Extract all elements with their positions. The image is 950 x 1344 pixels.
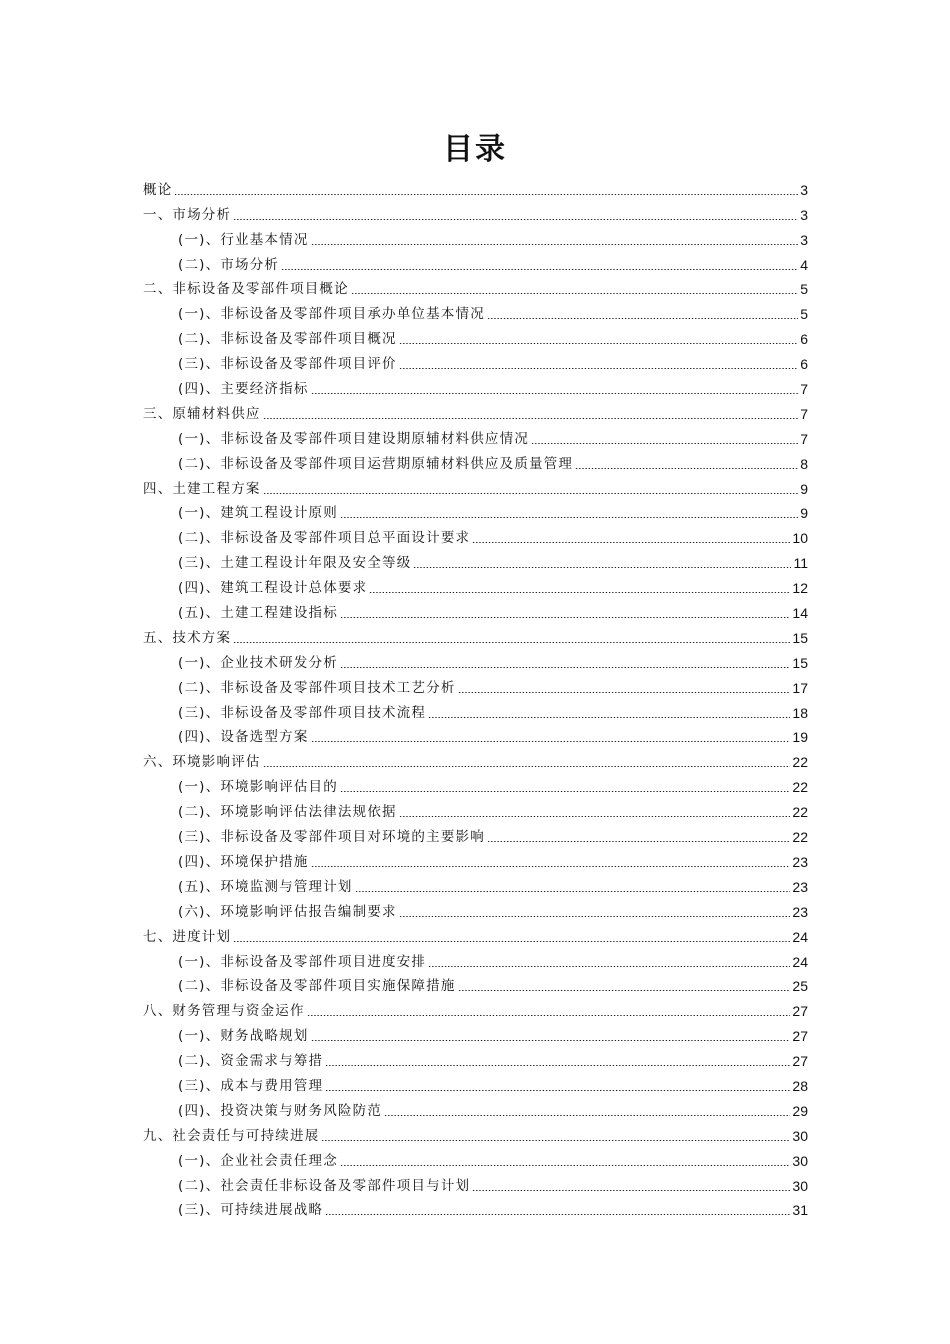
toc-entry-page-number: 27	[792, 1028, 808, 1045]
dot-leader	[369, 592, 790, 593]
toc-entry[interactable]	[143, 822, 808, 847]
toc-entry-page-number: 7	[800, 381, 808, 398]
toc-entry-page-number: 4	[800, 256, 808, 273]
toc-entry-text: (二)、非标设备及零部件项目运营期原辅材料供应及质量管理	[178, 455, 574, 472]
toc-entry-text: (一)、非标设备及零部件项目进度安排	[178, 953, 427, 970]
toc-entry[interactable]	[143, 1096, 808, 1121]
dot-leader	[325, 1214, 790, 1215]
dot-leader	[311, 741, 791, 742]
toc-entry-page-number: 30	[792, 1127, 808, 1144]
toc-list	[143, 175, 808, 1220]
toc-entry[interactable]	[143, 299, 808, 324]
toc-entry-text: (四)、设备选型方案	[178, 729, 309, 746]
toc-entry-page-number: 27	[792, 1053, 808, 1070]
toc-entry[interactable]	[143, 972, 808, 997]
toc-entry-page-number: 3	[800, 231, 808, 248]
toc-entry-text: 一、市场分析	[143, 206, 232, 223]
toc-entry-text: (三)、成本与费用管理	[178, 1077, 324, 1094]
toc-entry-text: (一)、非标设备及零部件项目承办单位基本情况	[178, 306, 485, 323]
dot-leader	[307, 1015, 791, 1016]
dot-leader	[263, 766, 791, 767]
toc-entry[interactable]	[143, 598, 808, 623]
dot-leader	[311, 244, 799, 245]
toc-entry[interactable]	[143, 847, 808, 872]
toc-entry-text: (二)、环境影响评估法律法规依据	[178, 804, 397, 821]
toc-entry-page-number: 28	[792, 1077, 808, 1094]
toc-entry-text: (二)、非标设备及零部件项目实施保障措施	[178, 978, 456, 995]
dot-leader	[340, 1165, 790, 1166]
toc-entry[interactable]	[143, 374, 808, 399]
toc-entry-text: (一)、非标设备及零部件项目建设期原辅材料供应情况	[178, 430, 530, 447]
toc-entry-page-number: 22	[792, 804, 808, 821]
toc-entry[interactable]	[143, 1196, 808, 1221]
toc-entry-text: (四)、主要经济指标	[178, 381, 309, 398]
dot-leader	[472, 542, 790, 543]
toc-entry[interactable]	[143, 250, 808, 275]
toc-entry-text: (一)、企业社会责任理念	[178, 1152, 338, 1169]
dot-leader	[458, 990, 791, 991]
toc-entry[interactable]	[143, 1146, 808, 1171]
toc-entry[interactable]	[143, 324, 808, 349]
dot-leader	[311, 1040, 791, 1041]
toc-entry-page-number: 5	[800, 281, 808, 298]
toc-entry-page-number: 12	[792, 580, 808, 597]
toc-entry-text: 七、进度计划	[143, 928, 232, 945]
toc-entry-text: 概论	[143, 181, 173, 198]
toc-entry-text: (六)、环境影响评估报告编制要求	[178, 903, 397, 920]
dot-leader	[281, 269, 798, 270]
toc-entry-text: (二)、非标设备及零部件项目总平面设计要求	[178, 530, 471, 547]
toc-entry-text: (二)、非标设备及零部件项目概况	[178, 331, 397, 348]
toc-entry-page-number: 8	[800, 455, 808, 472]
toc-entry-page-number: 6	[800, 356, 808, 373]
toc-entry-page-number: 9	[800, 505, 808, 522]
toc-entry-text: 六、环境影响评估	[143, 754, 261, 771]
toc-entry-page-number: 24	[792, 953, 808, 970]
dot-leader	[487, 841, 790, 842]
toc-entry-text: 三、原辅材料供应	[143, 405, 261, 422]
toc-title: 目录	[443, 132, 507, 167]
dot-leader	[311, 866, 791, 867]
dot-leader	[355, 891, 791, 892]
dot-leader	[340, 617, 790, 618]
toc-entry-page-number: 10	[792, 530, 808, 547]
toc-entry-text: (二)、资金需求与筹措	[178, 1053, 324, 1070]
toc-entry-text: (三)、非标设备及零部件项目评价	[178, 356, 397, 373]
dot-leader	[351, 293, 798, 294]
dot-leader	[399, 916, 791, 917]
toc-entry[interactable]	[143, 897, 808, 922]
toc-entry[interactable]	[143, 175, 808, 200]
toc-entry[interactable]	[143, 449, 808, 474]
toc-entry-text: (一)、企业技术研发分析	[178, 654, 338, 671]
dot-leader	[340, 667, 790, 668]
toc-entry[interactable]	[143, 1171, 808, 1196]
toc-entry-page-number: 3	[800, 181, 808, 198]
toc-entry-page-number: 22	[792, 754, 808, 771]
dot-leader	[233, 219, 798, 220]
toc-entry[interactable]	[143, 548, 808, 573]
toc-entry-page-number: 27	[792, 1003, 808, 1020]
toc-entry-text: (二)、社会责任非标设备及零部件项目与计划	[178, 1177, 471, 1194]
toc-entry-page-number: 7	[800, 430, 808, 447]
toc-entry-text: (二)、非标设备及零部件项目技术工艺分析	[178, 679, 456, 696]
toc-entry[interactable]	[143, 225, 808, 250]
toc-entry-page-number: 25	[792, 978, 808, 995]
toc-entry-page-number: 22	[792, 829, 808, 846]
toc-entry-page-number: 7	[800, 405, 808, 422]
toc-entry-text: (三)、非标设备及零部件项目对环境的主要影响	[178, 829, 485, 846]
toc-entry[interactable]	[143, 996, 808, 1021]
toc-entry-page-number: 3	[800, 206, 808, 223]
toc-entry[interactable]	[143, 922, 808, 947]
dot-leader	[384, 1115, 790, 1116]
toc-entry[interactable]	[143, 747, 808, 772]
dot-leader	[575, 468, 798, 469]
dot-leader	[413, 567, 791, 568]
toc-entry-page-number: 15	[792, 654, 808, 671]
toc-entry[interactable]	[143, 349, 808, 374]
toc-entry[interactable]	[143, 424, 808, 449]
toc-entry[interactable]	[143, 872, 808, 897]
dot-leader	[399, 343, 798, 344]
dot-leader	[174, 194, 798, 195]
toc-entry-text: (四)、环境保护措施	[178, 853, 309, 870]
toc-entry-text: (三)、土建工程设计年限及安全等级	[178, 555, 412, 572]
toc-entry-page-number: 9	[800, 480, 808, 497]
dot-leader	[487, 318, 798, 319]
toc-entry[interactable]	[143, 723, 808, 748]
toc-entry-text: (四)、投资决策与财务风险防范	[178, 1102, 383, 1119]
toc-entry-page-number: 24	[792, 928, 808, 945]
toc-entry-text: 九、社会责任与可持续进展	[143, 1127, 320, 1144]
toc-entry[interactable]	[143, 523, 808, 548]
dot-leader	[472, 1190, 790, 1191]
toc-entry-text: 五、技术方案	[143, 629, 232, 646]
dot-leader	[458, 692, 791, 693]
toc-entry-page-number: 23	[792, 903, 808, 920]
dot-leader	[428, 717, 790, 718]
toc-entry-text: (一)、行业基本情况	[178, 231, 309, 248]
dot-leader	[399, 816, 791, 817]
toc-entry-page-number: 15	[792, 629, 808, 646]
toc-entry-text: 二、非标设备及零部件项目概论	[143, 281, 349, 298]
toc-entry[interactable]	[143, 1021, 808, 1046]
toc-entry[interactable]	[143, 673, 808, 698]
toc-entry-text: (五)、环境监测与管理计划	[178, 878, 353, 895]
toc-entry[interactable]	[143, 275, 808, 300]
toc-entry-page-number: 17	[792, 679, 808, 696]
toc-entry[interactable]	[143, 947, 808, 972]
dot-leader	[399, 368, 798, 369]
toc-entry-text: 八、财务管理与资金运作	[143, 1003, 305, 1020]
toc-entry-page-number: 23	[792, 878, 808, 895]
dot-leader	[325, 1090, 790, 1091]
toc-entry[interactable]	[143, 399, 808, 424]
toc-entry[interactable]	[143, 573, 808, 598]
toc-entry-text: (一)、财务战略规划	[178, 1028, 309, 1045]
dot-leader	[340, 517, 798, 518]
dot-leader	[233, 941, 790, 942]
dot-leader	[325, 1065, 790, 1066]
dot-leader	[531, 443, 798, 444]
dot-leader	[263, 418, 799, 419]
toc-entry[interactable]	[143, 772, 808, 797]
toc-entry[interactable]	[143, 1046, 808, 1071]
toc-entry-page-number: 30	[792, 1177, 808, 1194]
toc-entry-page-number: 5	[800, 306, 808, 323]
dot-leader	[233, 642, 790, 643]
toc-entry-page-number: 29	[792, 1102, 808, 1119]
toc-entry[interactable]	[143, 499, 808, 524]
toc-entry-text: (三)、非标设备及零部件项目技术流程	[178, 704, 427, 721]
toc-entry-page-number: 6	[800, 331, 808, 348]
toc-entry-text: (五)、土建工程建设指标	[178, 605, 338, 622]
toc-entry[interactable]	[143, 648, 808, 673]
toc-entry-text: 四、土建工程方案	[143, 480, 261, 497]
toc-entry-page-number: 22	[792, 779, 808, 796]
dot-leader	[263, 493, 799, 494]
toc-entry-text: (三)、可持续进展战略	[178, 1202, 324, 1219]
toc-entry-page-number: 11	[793, 555, 808, 572]
toc-entry-text: (四)、建筑工程设计总体要求	[178, 580, 368, 597]
toc-entry[interactable]	[143, 623, 808, 648]
toc-entry-page-number: 23	[792, 853, 808, 870]
toc-entry-text: (一)、建筑工程设计原则	[178, 505, 338, 522]
toc-entry[interactable]	[143, 797, 808, 822]
toc-entry[interactable]	[143, 1121, 808, 1146]
toc-entry-page-number: 18	[792, 704, 808, 721]
dot-leader	[340, 791, 790, 792]
toc-entry-page-number: 19	[792, 729, 808, 746]
toc-entry-page-number: 14	[792, 605, 808, 622]
toc-entry-text: (二)、市场分析	[178, 256, 280, 273]
toc-entry-text: (一)、环境影响评估目的	[178, 779, 338, 796]
toc-entry[interactable]	[143, 200, 808, 225]
dot-leader	[311, 393, 799, 394]
dot-leader	[428, 966, 790, 967]
toc-entry-page-number: 30	[792, 1152, 808, 1169]
dot-leader	[321, 1140, 790, 1141]
toc-entry[interactable]	[143, 474, 808, 499]
toc-entry[interactable]	[143, 698, 808, 723]
toc-entry-page-number: 31	[792, 1202, 808, 1219]
toc-entry[interactable]	[143, 1071, 808, 1096]
